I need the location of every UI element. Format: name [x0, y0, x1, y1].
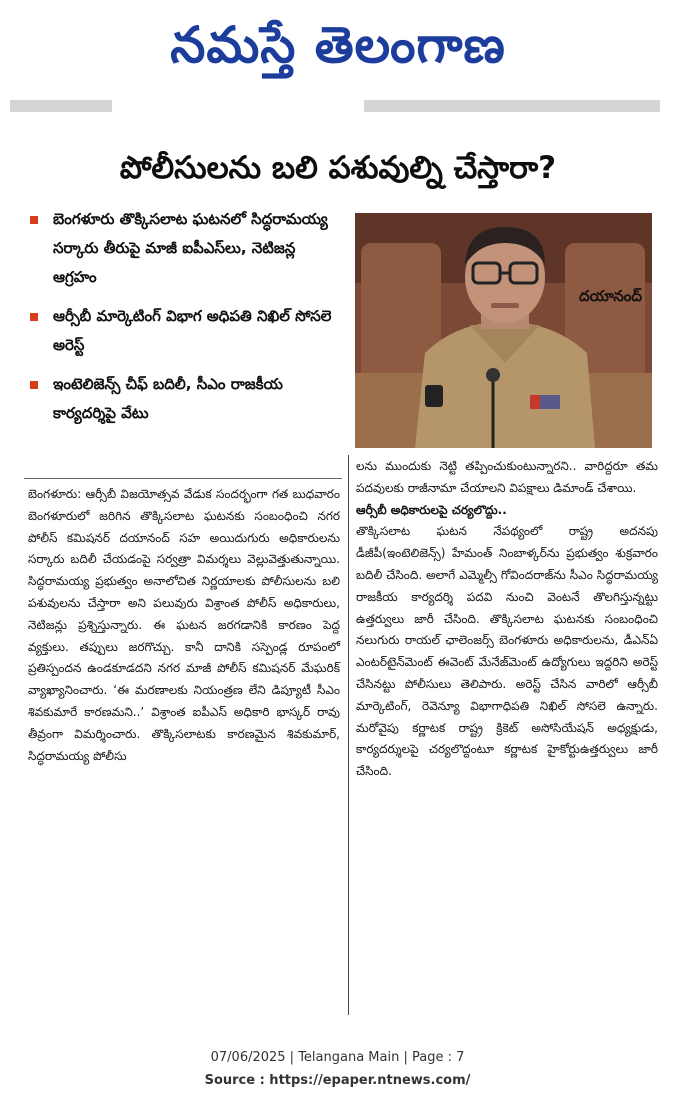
article-text-body: తొక్కిసలాట ఘటన నేపథ్యంలో రాష్ట్ర అదనపు డీజీపీ(ఇంటెలిజెన్స్) హేమంత్ నింబాళ్కర్‌ను ప్రభుత్వం శుక్రవారం బదిలీ చేసింది. అలాగే ఎమ్మెల్సీ గోవిందరాజ్‌ను సీఎం సిద్ధరామయ్య రాజకీయ కార్యదర్శి పదవి నుంచి వెంటనే తొలగిస్తున్నట్టు ఉత్తర్వులు జారీ చేసింది. తొక్కిసలాట ఘటనకు సంబంధించి నలుగురు రాయల్ ఛాలెంజర్స్ బెంగళూరు అధికారులను, డీఎన్ఏ ఎంటర్‌టైన్‌మెంట్ ఈవెంట్ మేనేజ్‌మెంట్ ఉద్యోగులు ఇద్దరిని అరెస్ట్ చేసినట్టు పోలీసులు తెలిపారు. అరెస్ట్ చేసిన వారిలో ఆర్సీబీ మార్కెటింగ్, రెవెన్యూ విభాగాధిపతి నిఖిల్ సోసలె ఉన్నారు. మరోవైపు కర్ణాటక రాష్ట్ర క్రికెట్ అసోసియేషన్ అధ్యక్షుడు, కార్యదర్శులపై చర్యలొద్దంటూ కర్ణాటక హైకోర్టుఉత్తర్వులు జారీ చేసింది.: [356, 524, 658, 779]
footer-source: Source : https://epaper.ntnews.com/: [204, 1073, 471, 1088]
highlight-item: [26, 370, 344, 428]
article-text: బెంగళూరు: ఆర్సీబీ విజయోత్సవ వేడుక సందర్భంగా గత బుధవారం బెంగళూరులో జరిగిన తొక్కిసలాట ఘటనకు సంబంధించి నగర పోలీస్ కమిషనర్ దయానంద్ సహ అయిదుగురు అధికారులను సర్కారు బదిలీ చేయడంపై సర్వత్రా విమర్శలు వెల్లువెత్తుతున్నాయి. సిద్ధరామయ్య ప్రభుత్వం అనాలోచిత నిర్ణయాలకు పోలీసులను బలి పశువులను చేస్తారా అని పలువురు విశ్రాంత పోలీస్ అధికారులు, నెటిజన్లు ప్రశ్నిస్తున్నారు. ఈ ఘటన జరగడానికి కారణం పెద్ద వ్యక్తులు. తప్పులు జరగొచ్చు. కానీ దానికి సస్పెండ్ల రూపంలో ప్రతిస్పందన ఉండకూడదని నగర మాజీ పోలీస్ కమిషనర్ మేఘరిక్ వ్యాఖ్యానించారు. ‘ఈ మరణాలకు నియంత్రణ లేని డిప్యూటీ సీఎం శివకుమారే కారణమని..’ విశ్రాంత ఐపీఎస్ అధికారి భాస్కర్ రావు తీవ్రంగా విమర్శించారు. తొక్కిసలాటకు కారణమైన శివకుమార్, సిద్ధరామయ్య పోలీసు: [28, 487, 340, 763]
photo-caption: దయానంద్: [579, 287, 642, 305]
masthead-title: నమస్తే తెలంగాణ: [170, 16, 506, 74]
article-text-intro: లను ముందుకు నెట్టి తప్పించుకుంటున్నారని.. వారిద్దరూ తమ పదవులకు రాజీనామా చేయాలని విపక్షాలు డిమాండ్ చేశాయి.: [356, 459, 658, 495]
masthead: [0, 0, 675, 112]
highlight-text: ఇంటెలిజెన్స్ చీఫ్ బదిలీ, సీఎం రాజకీయ కార్యదర్శిపై వేటు: [53, 375, 283, 422]
highlights-list: [26, 205, 344, 438]
bullet-square-icon: [30, 381, 38, 389]
divider: [24, 478, 342, 479]
bullet-square-icon: [30, 313, 38, 321]
highlight-text: ఆర్సీబీ మార్కెటింగ్ విభాగ అధిపతి నిఖిల్ సోసలె అరెస్ట్: [53, 307, 332, 354]
headline: పోలీసులను బలి పశువుల్ని చేస్తారా?: [119, 150, 557, 186]
news-photo: [355, 213, 652, 448]
article-column-left: [28, 484, 340, 767]
highlight-item: [26, 205, 344, 292]
masthead-bar-left: [10, 100, 112, 112]
highlight-item: [26, 302, 344, 360]
column-divider: [348, 455, 349, 1015]
masthead-bar-right: [364, 100, 660, 112]
article-subhead: ఆర్సీబీ అధికారులపై చర్యలొద్దు..: [356, 502, 507, 517]
article-column-right: [356, 456, 658, 783]
police-officer-illustration: [355, 213, 652, 448]
bullet-square-icon: [30, 216, 38, 224]
footer-date-edition: 07/06/2025 | Telangana Main | Page : 7: [210, 1050, 465, 1065]
highlight-text: బెంగళూరు తొక్కిసలాట ఘటనలో సిద్ధరామయ్య సర్కారు తీరుపై మాజీ ఐపీఎస్‌లు, నెటిజన్ల ఆగ్రహం: [53, 210, 328, 286]
